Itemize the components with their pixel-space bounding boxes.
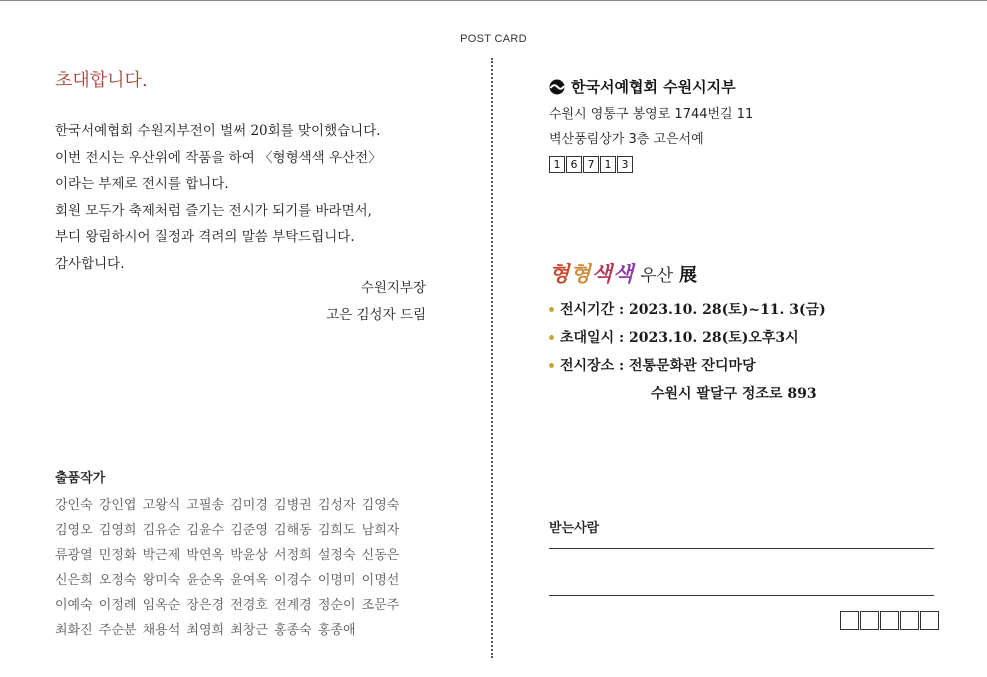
recipient-line[interactable] [549, 548, 934, 549]
calligraphy-char: 색 [612, 261, 635, 286]
exhibition-title [549, 258, 697, 288]
zip-digit: 7 [583, 156, 599, 173]
info-venue-text: 전시장소 : 전통문화관 잔디마당 [560, 358, 756, 374]
zip-box[interactable] [920, 611, 939, 630]
letter-line: 회원 모두가 축제처럼 즐기는 전시가 되기를 바라면서, [55, 202, 372, 219]
letter-line: 부디 왕림하시어 질정과 격려의 말씀 부탁드립니다. [55, 229, 355, 245]
artists-row: 강인숙 강인엽 고왕식 고필송 김미경 김병권 김성자 김영숙 [55, 498, 400, 513]
sender-name [549, 76, 736, 97]
artists-title: 출품작가 [55, 471, 106, 486]
recipient-zip-boxes [840, 611, 939, 630]
artists-row: 류광열 민정화 박근제 박연옥 박윤상 서정희 설정숙 신동은 [55, 548, 400, 563]
center-dotted-divider [491, 58, 493, 658]
letter-line: 한국서예협회 수원지부전이 벌써 20회를 맞이했습니다. [55, 123, 381, 139]
info-venue-address: 수원시 팔달구 정조로 893 [651, 386, 817, 402]
info-venue [549, 355, 756, 375]
artists-list [55, 493, 475, 643]
zip-box[interactable] [880, 611, 899, 630]
postcard-label: POST CARD [460, 33, 527, 45]
sender-zip-code [549, 156, 633, 173]
exhibition-hanja: 展 [679, 265, 698, 286]
letter-line: 이라는 부제로 전시를 합니다. [55, 176, 229, 192]
zip-box[interactable] [840, 611, 859, 630]
bullet-icon [549, 307, 554, 312]
bullet-icon [549, 363, 554, 368]
invitation-letter [55, 118, 475, 277]
artists-row: 이예숙 이정례 임옥순 장은경 전경호 전계경 정순이 조문주 [55, 598, 400, 613]
bullet-icon [549, 335, 554, 340]
artists-row: 김영오 김영희 김유순 김윤수 김준영 김해동 김희도 남희자 [55, 523, 400, 538]
zip-digit: 6 [566, 156, 582, 173]
artists-row: 최화진 주순분 채용석 최영희 최창근 홍종숙 홍종애 [55, 623, 356, 638]
info-opening-text: 초대일시 : 2023.10. 28(토)오후3시 [560, 330, 799, 346]
calligraphy-char: 색 [591, 261, 613, 286]
signature-name: 고은 김성자 드림 [326, 307, 426, 323]
sender-address-line2: 벽산풍림상가 3층 고은서예 [549, 132, 704, 147]
zip-digit: 3 [617, 156, 633, 173]
top-border-line [0, 0, 987, 1]
zip-digit: 1 [600, 156, 616, 173]
calligraphy-char: 형 [570, 261, 592, 286]
sender-label: 한국서예협회 수원시지부 [571, 78, 736, 96]
info-period [549, 299, 826, 319]
zip-box[interactable] [860, 611, 879, 630]
association-logo-icon [549, 79, 565, 95]
letter-line: 이번 전시는 우산위에 작품을 하여 〈형형색색 우산전〉 [55, 149, 382, 166]
zip-box[interactable] [900, 611, 919, 630]
invitation-heading: 초대합니다. [55, 70, 148, 91]
exhibition-subtitle: 우산 [640, 266, 674, 286]
info-opening [549, 327, 799, 347]
info-period-text: 전시기간 : 2023.10. 28(토)~11. 3(금) [560, 302, 826, 318]
letter-line: 감사합니다. [55, 255, 125, 272]
sender-address-line1: 수원시 영통구 봉영로 1744번길 11 [549, 107, 754, 122]
artists-row: 신은희 오정숙 왕미숙 윤순옥 윤여옥 이경수 이명미 이명선 [55, 573, 400, 588]
zip-digit: 1 [549, 156, 565, 173]
exhibition-calligraphy [549, 258, 634, 288]
calligraphy-char: 형 [549, 261, 571, 286]
signature-title: 수원지부장 [360, 280, 426, 296]
recipient-label: 받는사람 [549, 521, 600, 536]
recipient-line[interactable] [549, 595, 934, 596]
